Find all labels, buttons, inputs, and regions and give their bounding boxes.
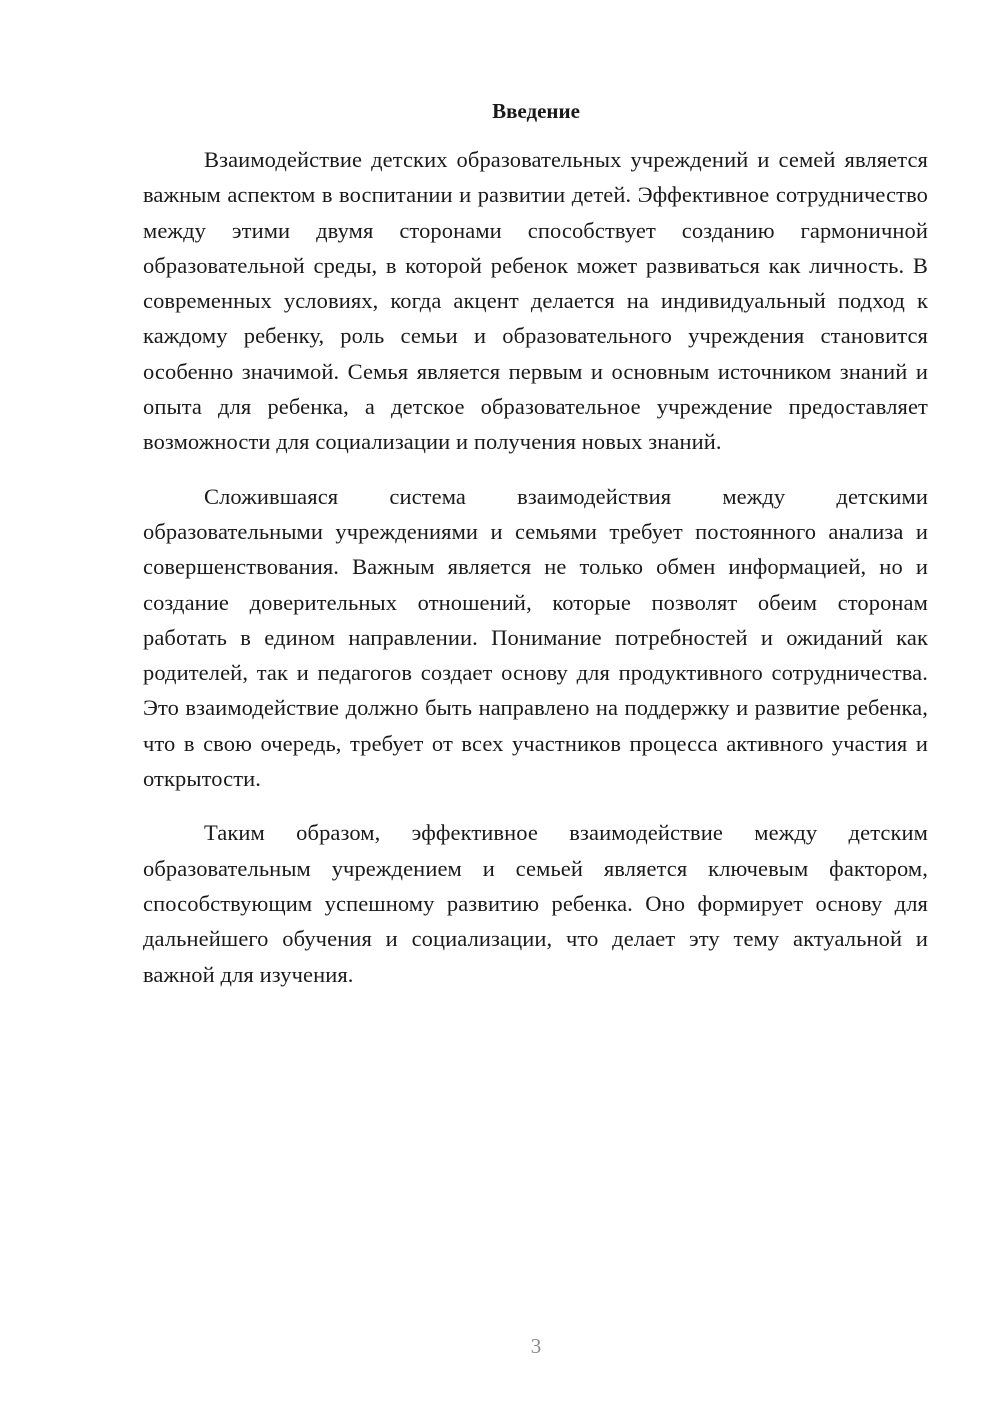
paragraph-1: Взаимодействие детских образовательных учреждений и семей является важным аспектом в воспитании и развитии детей. Эффективное сотрудничество между этими двумя сторонами способствует созданию гармоничной образовательной среды, в которой ребенок может развиваться как личность. В современных условиях, когда акцент делается на индивидуальный подход к каждому ребенку, роль семьи и образовательного учреждения становится особенно значимой. Семья является первым и основным источником знаний и опыта для ребенка, а детское образовательное учреждение предоставляет возможности для социализации и получения новых знаний.	[143, 147, 928, 455]
page-number: 3	[530, 1334, 542, 1358]
page-title: Введение	[492, 99, 580, 123]
body-text	[143, 142, 928, 1011]
paragraph-3: Таким образом, эффективное взаимодействие между детским образовательным учреждением и семьей является ключевым фактором, способствующим успешному развитию ребенка. Оно формирует основу для дальнейшего обучения и социализации, что делает эту тему актуальной и важной для изучения.	[143, 820, 928, 987]
paragraph-2: Сложившаяся система взаимодействия между детскими образовательными учреждениями и семьями требует постоянного анализа и совершенствования. Важным является не только обмен информацией, но и создание доверительных отношений, которые позволят обеим сторонам работать в едином направлении. Понимание потребностей и ожиданий как родителей, так и педагогов создает основу для продуктивного сотрудничества. Это взаимодействие должно быть направлено на поддержку и развитие ребенка, что в свою очередь, требует от всех участников процесса активного участия и открытости.	[143, 483, 928, 792]
